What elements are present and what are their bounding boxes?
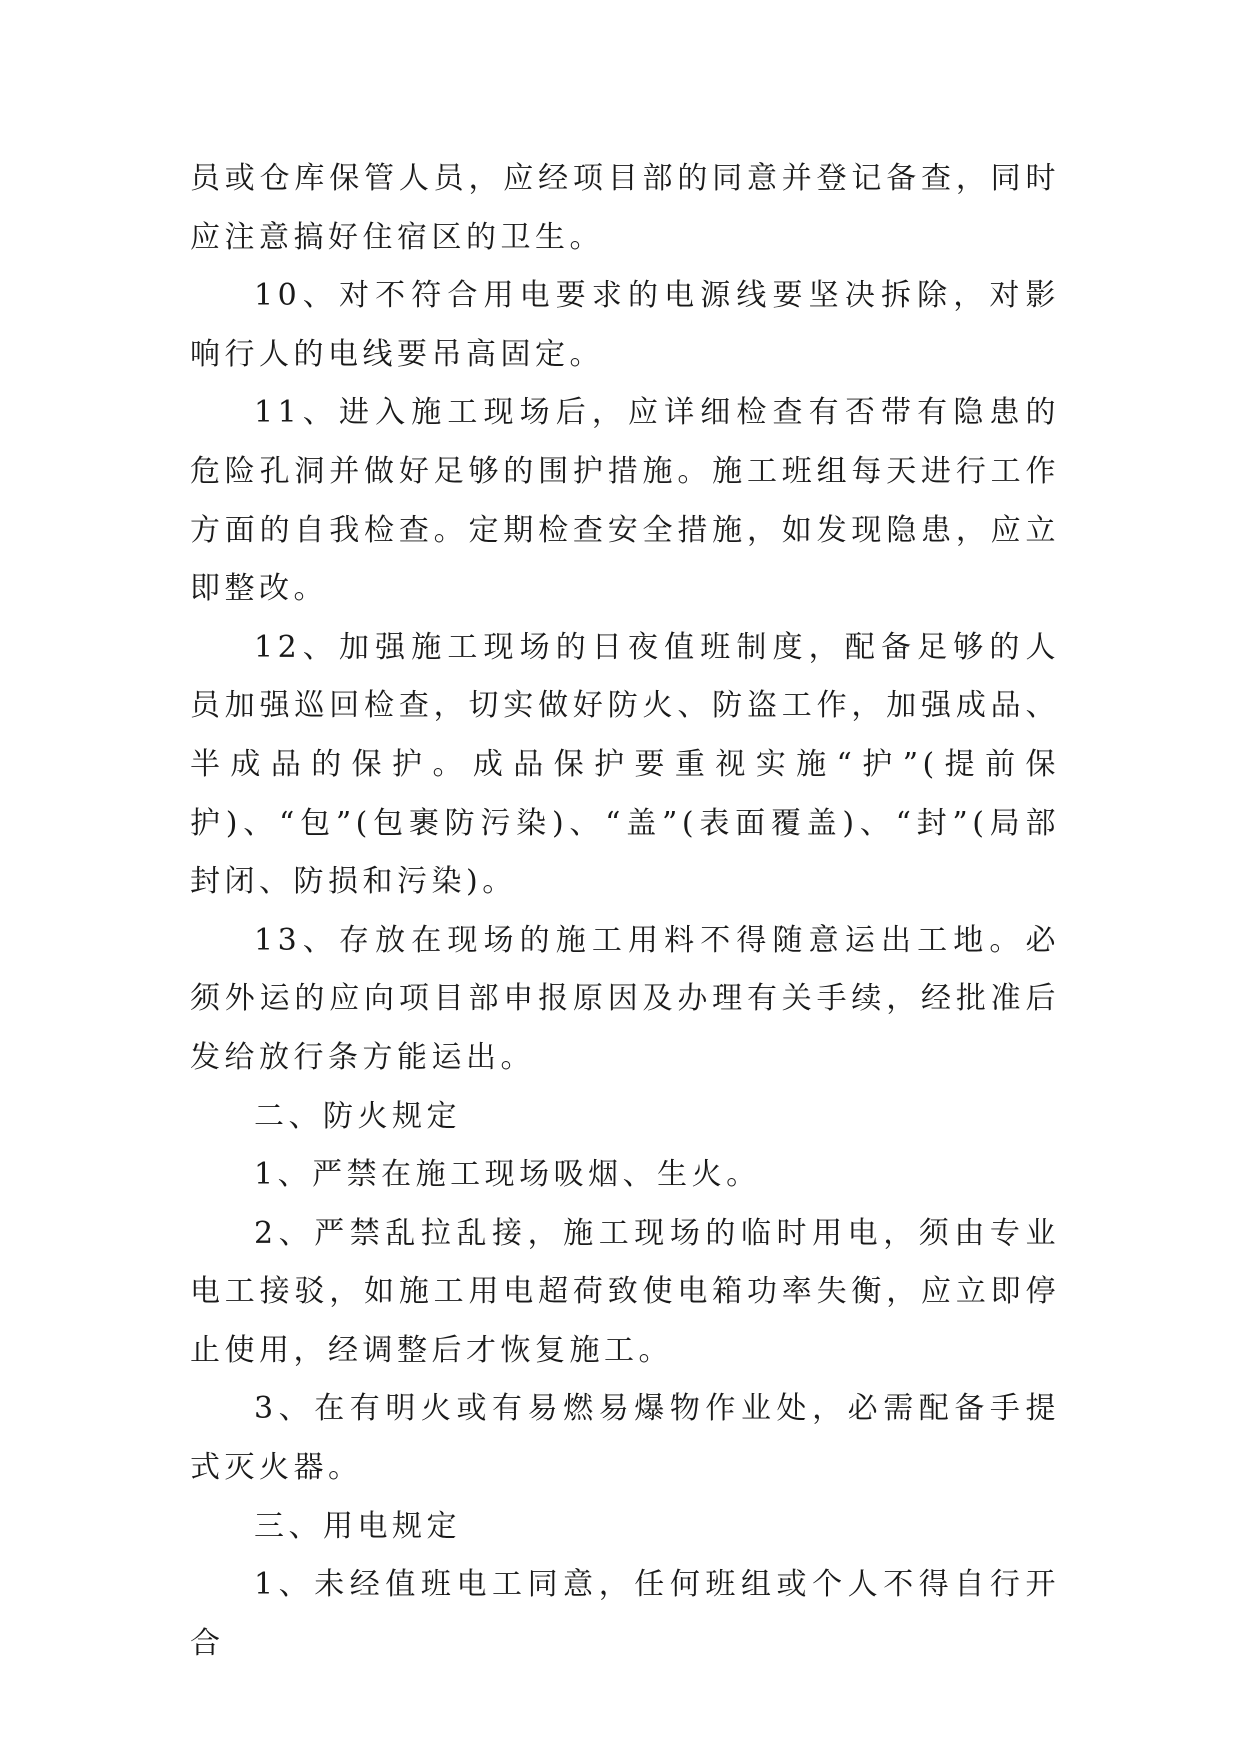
paragraph-item-13: 13、存放在现场的施工用料不得随意运出工地。必须外运的应向项目部申报原因及办理有关手续，经批准后发给放行条方能运出。	[190, 922, 1060, 1075]
paragraph-item-11: 11、进入施工现场后，应详细检查有否带有隐患的危险孔洞并做好足够的围护措施。施工班组每天进行工作方面的自我检查。定期检查安全措施，如发现隐患，应立即整改。	[190, 395, 1060, 607]
document-body	[190, 150, 1060, 1673]
paragraph-item-10: 10、对不符合用电要求的电源线要坚决拆除，对影响行人的电线要吊高固定。	[190, 278, 1060, 372]
paragraph-item-12: 12、加强施工现场的日夜值班制度，配备足够的人员加强巡回检查，切实做好防火、防盗工作，加强成品、半成品的保护。成品保护要重视实施“护”(提前保护)、“包”(包裹防污染)、“盖”(表面覆盖)、“封”(局部封闭、防损和污染)。	[190, 629, 1060, 900]
fire-rule-1: 1、严禁在施工现场吸烟、生火。	[254, 1157, 761, 1193]
fire-rule-2: 2、严禁乱拉乱接，施工现场的临时用电，须由专业电工接驳，如施工用电超荷致使电箱功率失衡，应立即停止使用，经调整后才恢复施工。	[190, 1215, 1060, 1368]
section-heading-electricity: 三、用电规定	[254, 1508, 461, 1544]
paragraph-continuation: 员或仓库保管人员，应经项目部的同意并登记备查，同时应注意搞好住宿区的卫生。	[190, 161, 1060, 255]
fire-rule-3: 3、在有明火或有易燃易爆物作业处，必需配备手提式灭火器。	[190, 1391, 1060, 1486]
electricity-rule-1: 1、未经值班电工同意，任何班组或个人不得自行开合	[190, 1567, 1060, 1661]
section-heading-fire: 二、防火规定	[254, 1098, 461, 1134]
